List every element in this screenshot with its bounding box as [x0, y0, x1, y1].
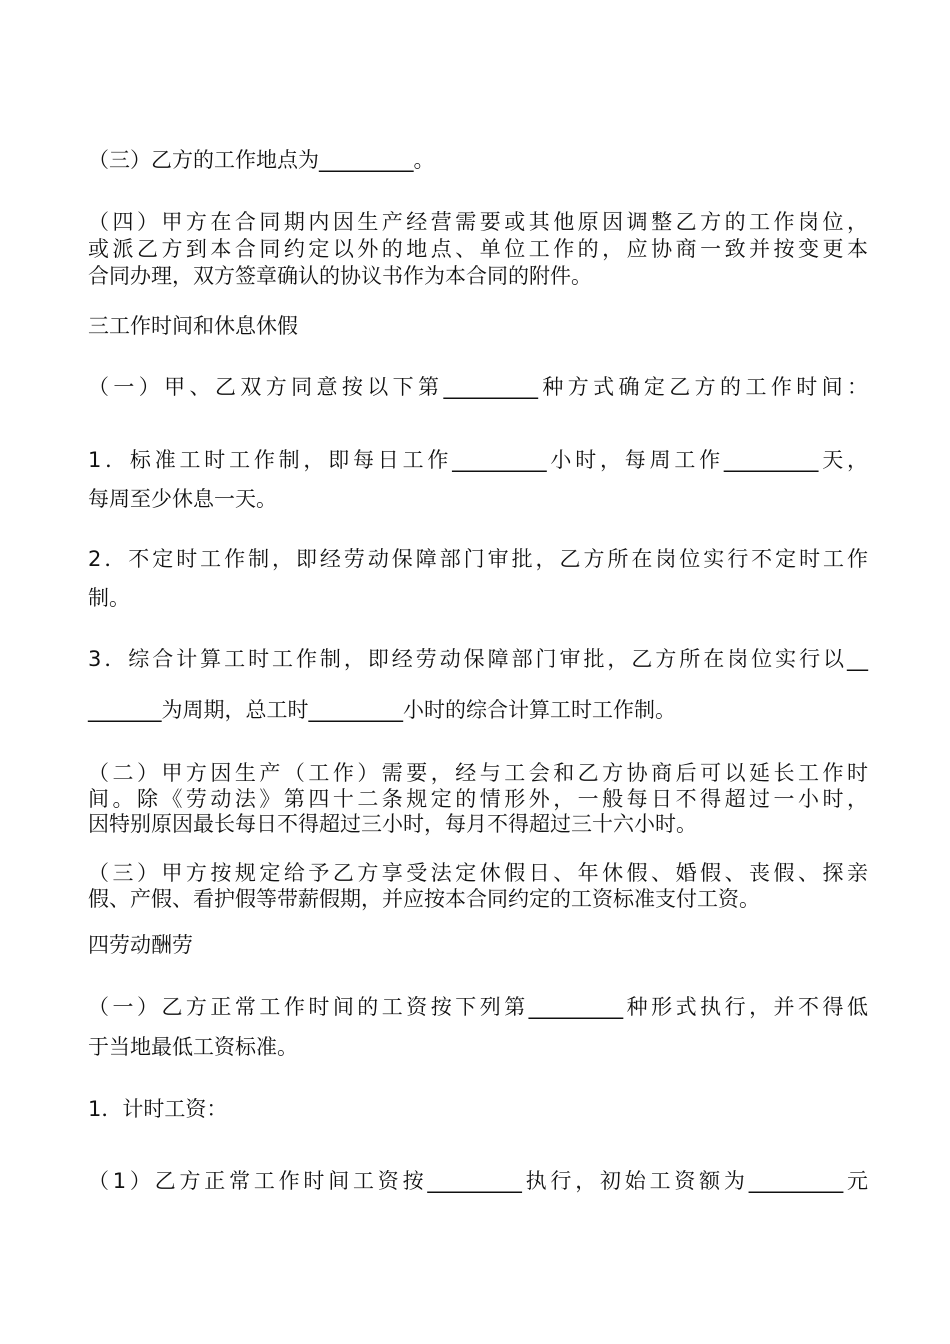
paragraph-line: （三）甲方按规定给予乙方享受法定休假日、年休假、婚假、丧假、探亲 — [88, 861, 868, 885]
paragraph-line: 制。 — [88, 586, 130, 610]
section-heading: 四劳动酬劳 — [88, 933, 193, 957]
paragraph-line: 间。除《劳动法》第四十二条规定的情形外，一般每日不得超过一小时， — [88, 787, 868, 811]
paragraph-line: 合同办理，双方签章确认的协议书作为本合同的附件。 — [88, 264, 592, 288]
paragraph-line: （二）甲方因生产（工作）需要，经与工会和乙方协商后可以延长工作时 — [88, 761, 868, 785]
paragraph-line: 2．不定时工作制，即经劳动保障部门审批，乙方所在岗位实行不定时工作 — [88, 547, 868, 571]
paragraph-line: 因特别原因最长每日不得超过三小时，每月不得超过三十六小时。 — [88, 812, 697, 836]
paragraph-line: _______为周期，总工时_________小时的综合计算工时工作制。 — [88, 698, 676, 722]
paragraph-line: 1．计时工资： — [88, 1097, 228, 1121]
paragraph-line: （1）乙方正常工作时间工资按_________执行，初始工资额为_________元 — [88, 1169, 868, 1193]
paragraph-line: （三）乙方的工作地点为_________。 — [88, 148, 435, 172]
paragraph-line: 假、产假、看护假等带薪假期，并应按本合同约定的工资标准支付工资。 — [88, 887, 760, 911]
paragraph-line: 每周至少休息一天。 — [88, 487, 277, 511]
paragraph-line: 或派乙方到本合同约定以外的地点、单位工作的，应协商一致并按变更本 — [88, 237, 868, 261]
paragraph-line: 3．综合计算工时工作制，即经劳动保障部门审批，乙方所在岗位实行以__ — [88, 647, 868, 671]
paragraph-line: 于当地最低工资标准。 — [88, 1035, 298, 1059]
section-heading: 三工作时间和休息休假 — [88, 314, 298, 338]
paragraph-line: 1．标准工时工作制，即每日工作_________小时，每周工作_________天， — [88, 448, 868, 472]
paragraph-line: （四）甲方在合同期内因生产经营需要或其他原因调整乙方的工作岗位， — [88, 210, 868, 234]
paragraph-line: （一）乙方正常工作时间的工资按下列第_________种形式执行，并不得低 — [88, 995, 868, 1019]
paragraph-line: （一）甲、乙双方同意按以下第_________种方式确定乙方的工作时间： — [88, 375, 868, 399]
